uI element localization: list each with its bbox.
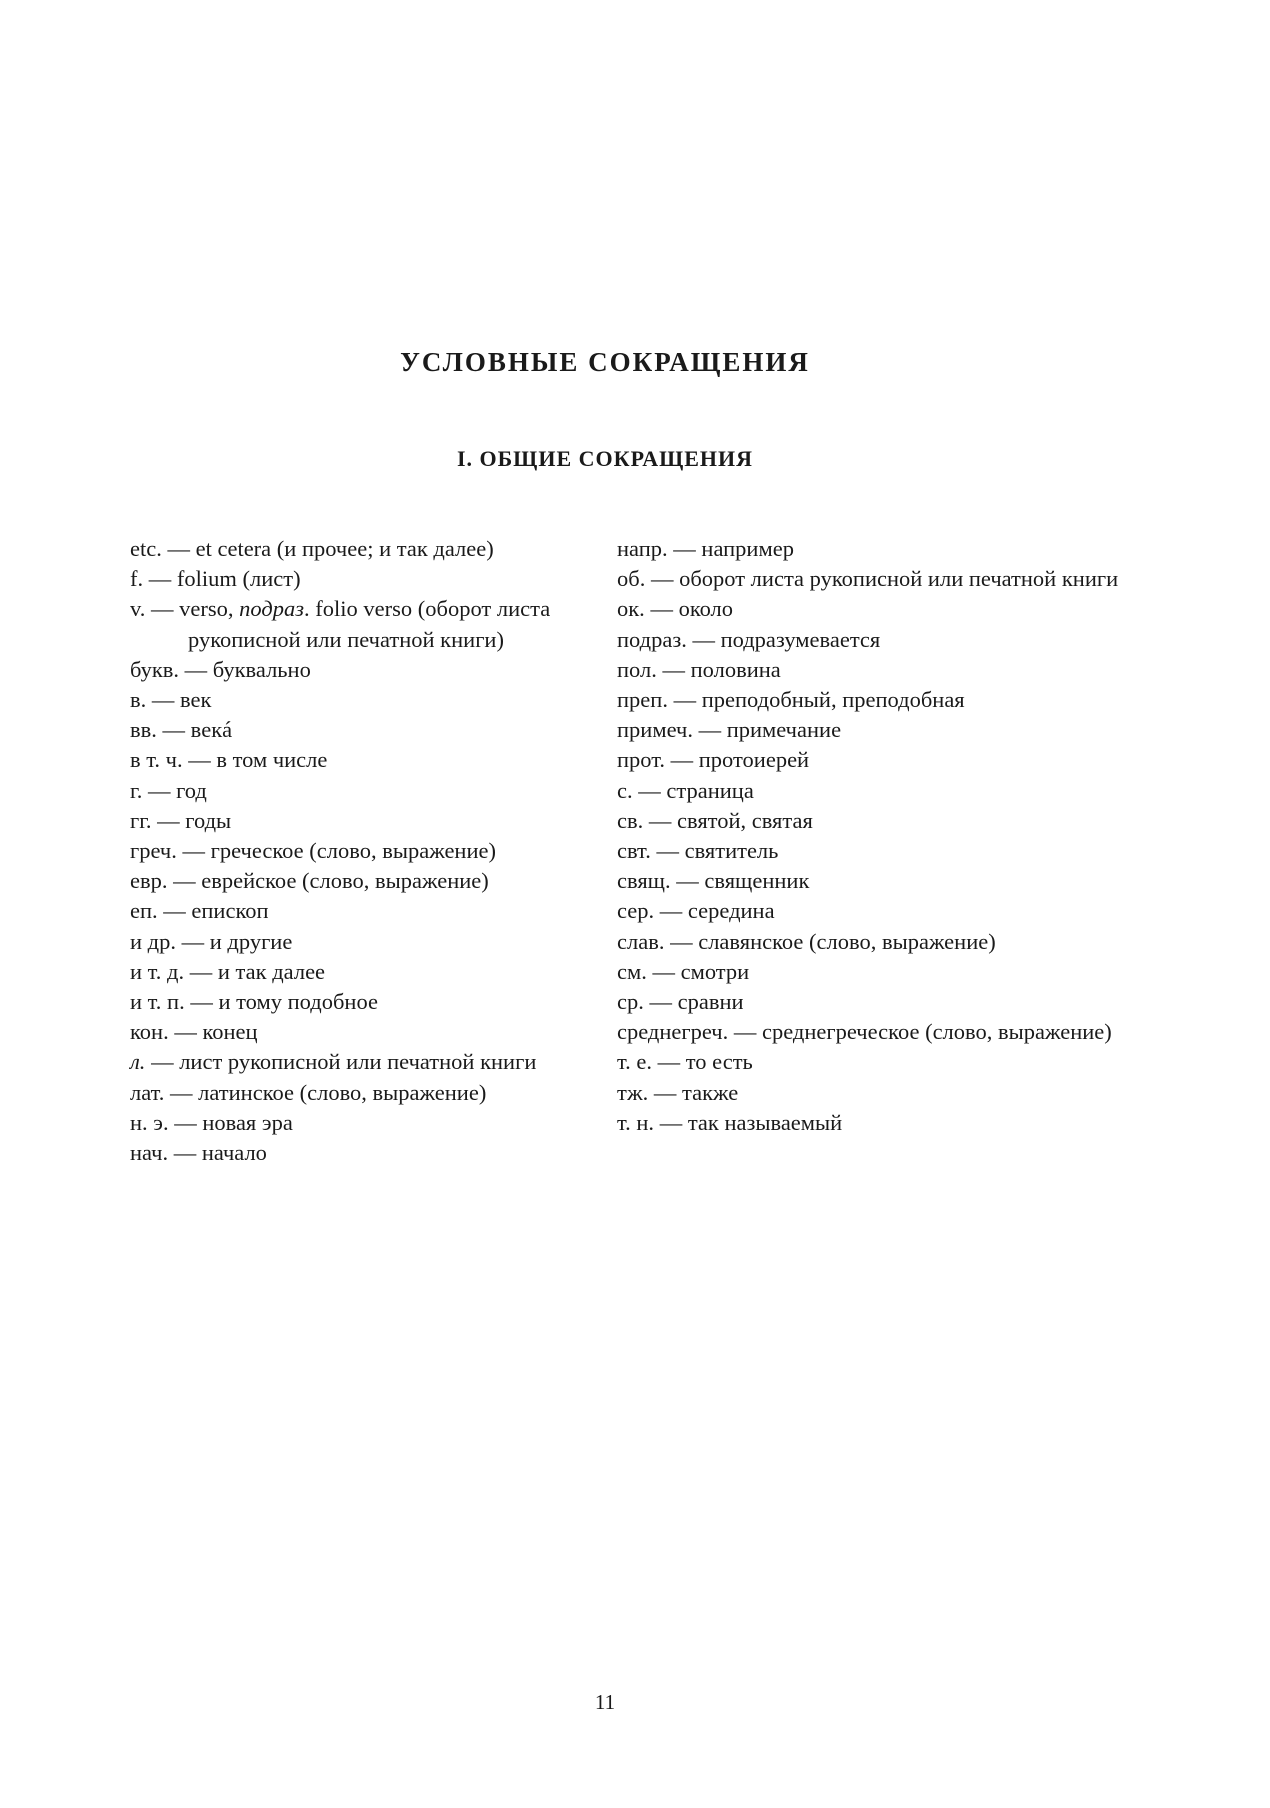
separator: —	[667, 687, 702, 713]
definition: сравни	[677, 989, 744, 1015]
page-number: 11	[594, 1690, 616, 1714]
separator: —	[179, 656, 213, 682]
abbreviation: н. э.	[130, 1109, 169, 1135]
definition: . folio verso (оборот листа рукописной или печатной книги)	[188, 596, 551, 652]
definition: то есть	[685, 1049, 753, 1075]
definition: латинское (слово, выражение)	[198, 1079, 487, 1105]
abbreviation: букв.	[130, 656, 180, 682]
abbreviation-entry	[617, 987, 1127, 1017]
definition: славянское (слово, выражение)	[698, 928, 996, 954]
separator: —	[145, 1049, 180, 1075]
definition: так называемый	[687, 1109, 843, 1135]
definition: конец	[202, 1019, 258, 1045]
definition: протоиерей	[698, 747, 810, 773]
definition: век	[180, 687, 212, 713]
definition-italic: подраз	[239, 596, 305, 622]
separator: —	[667, 536, 702, 561]
abbreviation-entry	[130, 1078, 600, 1108]
separator: —	[692, 717, 727, 743]
definition: середина	[687, 898, 775, 924]
abbreviation: в т. ч.	[130, 747, 183, 773]
abbreviation-entry	[130, 806, 600, 836]
abbreviation: с.	[617, 777, 633, 803]
separator: —	[145, 596, 180, 622]
abbreviation-entry	[617, 564, 1127, 594]
definition: и другие	[209, 928, 293, 954]
definition: священник	[704, 868, 810, 894]
abbreviation-entry	[130, 685, 600, 715]
abbreviation-entry	[617, 1108, 1127, 1138]
definition: страница	[666, 777, 754, 803]
separator: —	[652, 1049, 686, 1075]
abbreviation: ок.	[617, 596, 645, 622]
definition: святитель	[684, 838, 779, 864]
separator: —	[176, 838, 211, 864]
abbreviation: об.	[617, 566, 646, 592]
separator: —	[632, 777, 667, 803]
separator: —	[164, 1079, 199, 1105]
abbreviation-entry	[617, 594, 1127, 624]
separator: —	[654, 898, 688, 924]
abbreviation-entry	[130, 715, 600, 745]
abbreviation-entry	[130, 655, 600, 685]
separator: —	[168, 1019, 203, 1045]
separator: —	[151, 807, 186, 833]
definition: начало	[201, 1140, 267, 1166]
abbreviation: кон.	[130, 1019, 169, 1045]
definition: преподобный, преподобная	[701, 687, 965, 713]
abbreviation-entry	[130, 987, 600, 1017]
separator: —	[728, 1019, 762, 1045]
separator: —	[176, 928, 210, 954]
definition: вeкá	[190, 717, 233, 743]
definition: также	[682, 1079, 739, 1105]
abbreviation-entry	[617, 866, 1127, 896]
abbreviation: и т. п.	[130, 989, 185, 1015]
separator: —	[142, 777, 177, 803]
abbreviation-entry	[617, 655, 1127, 685]
definition: и тому подобное	[218, 989, 378, 1015]
abbreviation: св.	[617, 807, 644, 833]
separator: —	[156, 717, 191, 743]
page-title: УСЛОВНЫЕ СОКРАЩЕНИЯ	[400, 347, 810, 377]
abbreviation: нач.	[130, 1140, 169, 1166]
abbreviation-entry	[130, 1108, 600, 1138]
definition: лист рукописной или печатной книги	[179, 1049, 537, 1075]
abbreviation-entry	[617, 836, 1127, 866]
definition: годы	[185, 807, 232, 833]
definition: например	[701, 536, 794, 561]
definition: год	[176, 777, 207, 803]
definition: в том числе	[216, 747, 328, 773]
abbreviation-entry	[617, 1047, 1127, 1077]
abbreviation: гг.	[130, 807, 152, 833]
separator: —	[184, 958, 218, 984]
definition: и так далее	[217, 958, 326, 984]
separator: —	[161, 536, 196, 561]
abbreviation-entry	[617, 776, 1127, 806]
definition: греческое (слово, выражение)	[210, 838, 496, 864]
abbreviation-entry	[130, 745, 600, 775]
abbreviation-entry	[130, 534, 600, 564]
abbreviation-entry	[130, 1017, 600, 1047]
abbreviation: свт.	[617, 838, 651, 864]
abbreviation: л.	[130, 1049, 146, 1075]
definition: епископ	[191, 898, 269, 924]
abbreviation-entry	[130, 866, 600, 896]
separator: —	[645, 566, 680, 592]
abbreviation-entry	[130, 957, 600, 987]
abbreviation: напр.	[617, 536, 668, 561]
abbreviation-entry	[617, 625, 1127, 655]
abbreviation-entry	[617, 534, 1127, 564]
separator: —	[143, 566, 177, 592]
abbreviation: в.	[130, 687, 147, 713]
separator: —	[644, 596, 679, 622]
separator: —	[654, 1109, 688, 1135]
separator: —	[146, 687, 180, 713]
separator: —	[656, 656, 691, 682]
definition: буквально	[212, 656, 311, 682]
abbreviation: и т. д.	[130, 958, 185, 984]
abbreviation-entry	[130, 1047, 600, 1077]
abbreviation: пол.	[617, 656, 657, 682]
separator: —	[648, 1079, 683, 1105]
separator: —	[670, 868, 705, 894]
abbreviations-left-column	[130, 534, 600, 1168]
abbreviation: тж.	[617, 1079, 649, 1105]
separator: —	[650, 838, 685, 864]
abbreviation: преп.	[617, 687, 668, 713]
separator: —	[168, 1140, 202, 1166]
abbreviation: вв.	[130, 717, 157, 743]
abbreviation-entry	[130, 836, 600, 866]
separator: —	[665, 747, 699, 773]
abbreviation: лат.	[130, 1079, 165, 1105]
abbreviation: греч.	[130, 838, 177, 864]
definition: половина	[690, 656, 781, 682]
abbreviation-entry	[617, 896, 1127, 926]
separator: —	[664, 928, 699, 954]
abbreviation: г.	[130, 777, 143, 803]
definition: около	[678, 596, 734, 622]
abbreviation: прот.	[617, 747, 666, 773]
abbreviation-entry	[130, 896, 600, 926]
separator: —	[182, 747, 217, 773]
separator: —	[168, 1109, 203, 1135]
definition: еврейское (слово, выражение)	[201, 868, 489, 894]
abbreviation: v.	[130, 596, 146, 622]
abbreviation: свящ.	[617, 868, 671, 894]
abbreviation: слав.	[617, 928, 665, 954]
abbreviation: примеч.	[617, 717, 693, 743]
abbreviation: см.	[617, 958, 647, 984]
abbreviation-entry	[617, 685, 1127, 715]
abbreviation-entry	[617, 745, 1127, 775]
abbreviation: сер.	[617, 898, 655, 924]
abbreviations-right-column	[617, 534, 1127, 1138]
separator: —	[643, 807, 677, 833]
definition: примечание	[726, 717, 842, 743]
abbreviation: т. е.	[617, 1049, 653, 1075]
abbreviation-entry	[617, 1078, 1127, 1108]
abbreviation: ср.	[617, 989, 644, 1015]
abbreviation-entry	[617, 806, 1127, 836]
definition: оборот листа рукописной или печатной книги	[679, 566, 1119, 592]
abbreviation: еп.	[130, 898, 158, 924]
separator: —	[184, 989, 219, 1015]
abbreviation-entry	[617, 957, 1127, 987]
definition: святой, святая	[677, 807, 813, 833]
abbreviation: f.	[130, 566, 144, 592]
definition: новая эра	[202, 1109, 293, 1135]
abbreviation-entry	[130, 927, 600, 957]
abbreviation: т. н.	[617, 1109, 655, 1135]
definition: folium (лист)	[176, 566, 301, 592]
abbreviation-entry	[617, 715, 1127, 745]
definition: среднегреческое (слово, выражение)	[762, 1019, 1112, 1045]
definition: подразумевается	[720, 626, 881, 652]
definition: verso,	[179, 596, 240, 622]
abbreviation: подраз.	[617, 626, 687, 652]
separator: —	[167, 868, 202, 894]
separator: —	[643, 989, 678, 1015]
abbreviation-entry	[617, 1017, 1127, 1047]
separator: —	[646, 958, 681, 984]
definition: смотри	[680, 958, 750, 984]
abbreviation: и др.	[130, 928, 176, 954]
definition: et cetera (и прочее; и так далее)	[195, 536, 494, 561]
section-title: I. ОБЩИЕ СОКРАЩЕНИЯ	[456, 446, 754, 471]
abbreviation-entry	[130, 776, 600, 806]
abbreviation: etc.	[130, 536, 162, 561]
abbreviation-entry	[130, 594, 600, 654]
abbreviation-entry	[130, 1138, 600, 1168]
abbreviation-entry	[617, 927, 1127, 957]
separator: —	[157, 898, 192, 924]
separator: —	[686, 626, 721, 652]
abbreviation: евр.	[130, 868, 168, 894]
abbreviation: среднегреч.	[617, 1019, 729, 1045]
abbreviation-entry	[130, 564, 600, 594]
